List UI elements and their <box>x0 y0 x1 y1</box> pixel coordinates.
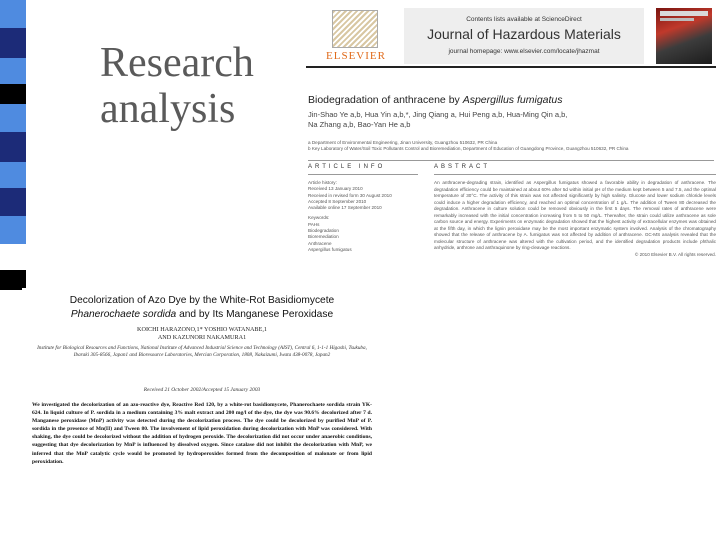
article-info <box>308 180 418 253</box>
stripe-block <box>0 132 26 162</box>
article-info-heading: ARTICLE INFO <box>308 164 386 170</box>
divider <box>434 174 716 175</box>
keyword-item: PAHs <box>308 221 320 227</box>
available-date: Available online 17 September 2010 <box>308 205 382 211</box>
stripe-block <box>0 104 26 132</box>
authors-line: Jin-Shao Ye a,b, Hua Yin a,b,*, Jing Qiang a, Hui Peng a,b, Hua-Ming Qin a,b, <box>308 110 568 119</box>
journal-banner <box>404 8 644 64</box>
abstract-body: We investigated the decolorization of an azo-reactive dye, Reactive Red 120, by a white-rot basidiomycete, Phanerochaete sordida strain YK-624. In liquid culture of P. sordida in a medium containing 3% malt extract and 200 mg/l of the dye, the dye was 90.6% decolorized after 7 d. Manganese peroxidase (MnP) activity was detected during the decolorization process. The dye could be decolorized by purified MnP of P. sordida in the presence of Mn(II) and Tween 80. The involvement of lipid peroxidation during decolorization with MnP was considered. With shaking, the dye could be decolorized without the addition of hydrogen peroxide. The decolorization did not occur under anaerobic conditions, suggesting that dye decolorization by MnP is influenced by dissolved oxygen. Since catalase did not inhibit the decolorization with MnP, we inferred that the MnP catalytic cycle would be promoted by hydroperoxides formed from the decomposition of malonate or from lipid peroxidation. <box>32 402 372 465</box>
title-line: Decolorization of Azo Dye by the White-Rot Basidiomycete <box>69 295 335 306</box>
cover-subtitle-bar <box>660 18 694 21</box>
paper-affiliation: Institute for Biological Resources and Functions, National Institute of Advanced Industrial Science and Technology (AIST), Central 6, 1-1-1 Higashi, Tsukuba, Ibaraki 305-8566, Japan1 and Bioresource Laboratories, Mercian Corporation, 1808, Nakaizumi, Iwata 438-0078, Japan2 <box>37 345 367 358</box>
elsevier-logo <box>310 8 400 64</box>
received-date: Received 13 January 2010 <box>308 186 363 192</box>
keyword-item: Bioremediation <box>308 234 339 240</box>
title-text: and by Its Manganese Peroxidase <box>176 309 334 320</box>
cover-title-bar <box>660 11 708 16</box>
authors-line: KOICHI HARAZONO,1* YOSHIO WATANABE,1 <box>137 326 267 333</box>
divider <box>308 174 418 175</box>
keyword-item: Anthracene <box>308 240 332 246</box>
divider <box>308 160 714 161</box>
paper-authors <box>22 326 382 342</box>
keyword-item: Biodegradation <box>308 228 339 234</box>
paper-bottom <box>22 288 382 540</box>
paper-affiliations <box>308 140 714 152</box>
stripe-block <box>0 188 26 216</box>
title-organism: Aspergillus fumigatus <box>462 94 563 106</box>
abstract-text: An anthracene-degrading strain, identified as Aspergillus fumigatus showed a favorable ability in degradation of anthracene. The degradation efficiency could be maintained at about 60% after 5d within initial pH of the medium kept between 5 and 7.5, and the optimal temperature of 30°C. The activity of this strain was not affected significantly by high salinity. Glucose and lower sodium chloride levels could induce a higher degradation efficiency, and reached an optimal concentration of 1 g/L. The addition of Tween 80 decreased the degradation. Anthracene in culture solution could be removed obviously in the first 5 days. The removal rates of anthracene were remarkably increased with the initial concentration increasing from 5 to 50 mg/L. Thereafter, the strain could utilize anthracene as sole carbon source and energy. Experiments on enzymatic degradation showed that the highest activity of extracellular enzymes was obtained at the fifth day, in which the lignin peroxidase may be the most important enzymatic system involved. Analysis of the chromatography showed that the release of anthracene by A. fumigatus was not affected by addition of anthracene. GC-MS analysis revealed that the molecular structure of anthracene was altered with the cultivation period, and the identified degradation products include phthalic anhydride, anthrone and anthraquinone by ring-cleavage reactions. <box>434 180 716 250</box>
stripe-block <box>0 58 26 84</box>
slide-title-line: analysis <box>100 86 236 132</box>
elsevier-tree-icon <box>332 10 378 48</box>
publisher-name: ELSEVIER <box>326 50 386 62</box>
keyword-item: Aspergillus fumigatus <box>308 246 352 252</box>
paper-authors <box>308 110 714 130</box>
paper-title <box>22 294 382 322</box>
keywords-label: Keywords: <box>308 215 330 221</box>
title-organism: Phanerochaete sordida <box>70 309 177 320</box>
revised-date: Received in revised form 30 August 2010 <box>308 192 392 198</box>
stripe-block <box>0 0 26 28</box>
stripe-block <box>0 162 26 188</box>
abstract-body <box>434 180 716 258</box>
received-dates: Received 21 October 2002/Accepted 15 January 2003 <box>143 387 261 393</box>
slide-title <box>100 40 290 132</box>
slide-title-line: Research <box>100 40 254 86</box>
stripe-block <box>0 84 26 104</box>
authors-line: Na Zhang a,b, Bao-Yan He a,b <box>308 120 411 129</box>
stripe-block <box>0 244 26 270</box>
journal-title: Journal of Hazardous Materials <box>427 26 621 42</box>
affiliation-a: a Department of Environmental Engineering, Jinan University, Guangzhou 510632, PR China <box>308 140 498 145</box>
title-line <box>22 308 382 322</box>
journal-header <box>306 8 716 68</box>
abstract-heading: ABSTRACT <box>434 164 491 170</box>
journal-cover-image <box>656 8 712 64</box>
paper-title <box>308 94 714 106</box>
journal-homepage: journal homepage: www.elsevier.com/locate/jhazmat <box>448 48 600 55</box>
title-text: Biodegradation of anthracene by <box>308 94 463 106</box>
article-history-label: Article history: <box>308 180 337 185</box>
affiliation-b: b Key Laboratory of Water/Soil Toxic Pollutants Control and Bioremediation, Department of Education of Guangdong Province, Guangzhou 510632, PR China <box>308 146 629 151</box>
copyright: © 2010 Elsevier B.V. All rights reserved. <box>634 251 716 257</box>
stripe-block <box>0 270 26 290</box>
paper-top <box>296 4 720 282</box>
contents-line: Contents lists available at ScienceDirect <box>466 16 582 23</box>
stripe-block <box>0 216 26 244</box>
stripe-block <box>0 28 26 58</box>
authors-line: AND KAZUNORI NAKAMURA1 <box>157 334 247 341</box>
accepted-date: Accepted 8 September 2010 <box>308 198 367 204</box>
